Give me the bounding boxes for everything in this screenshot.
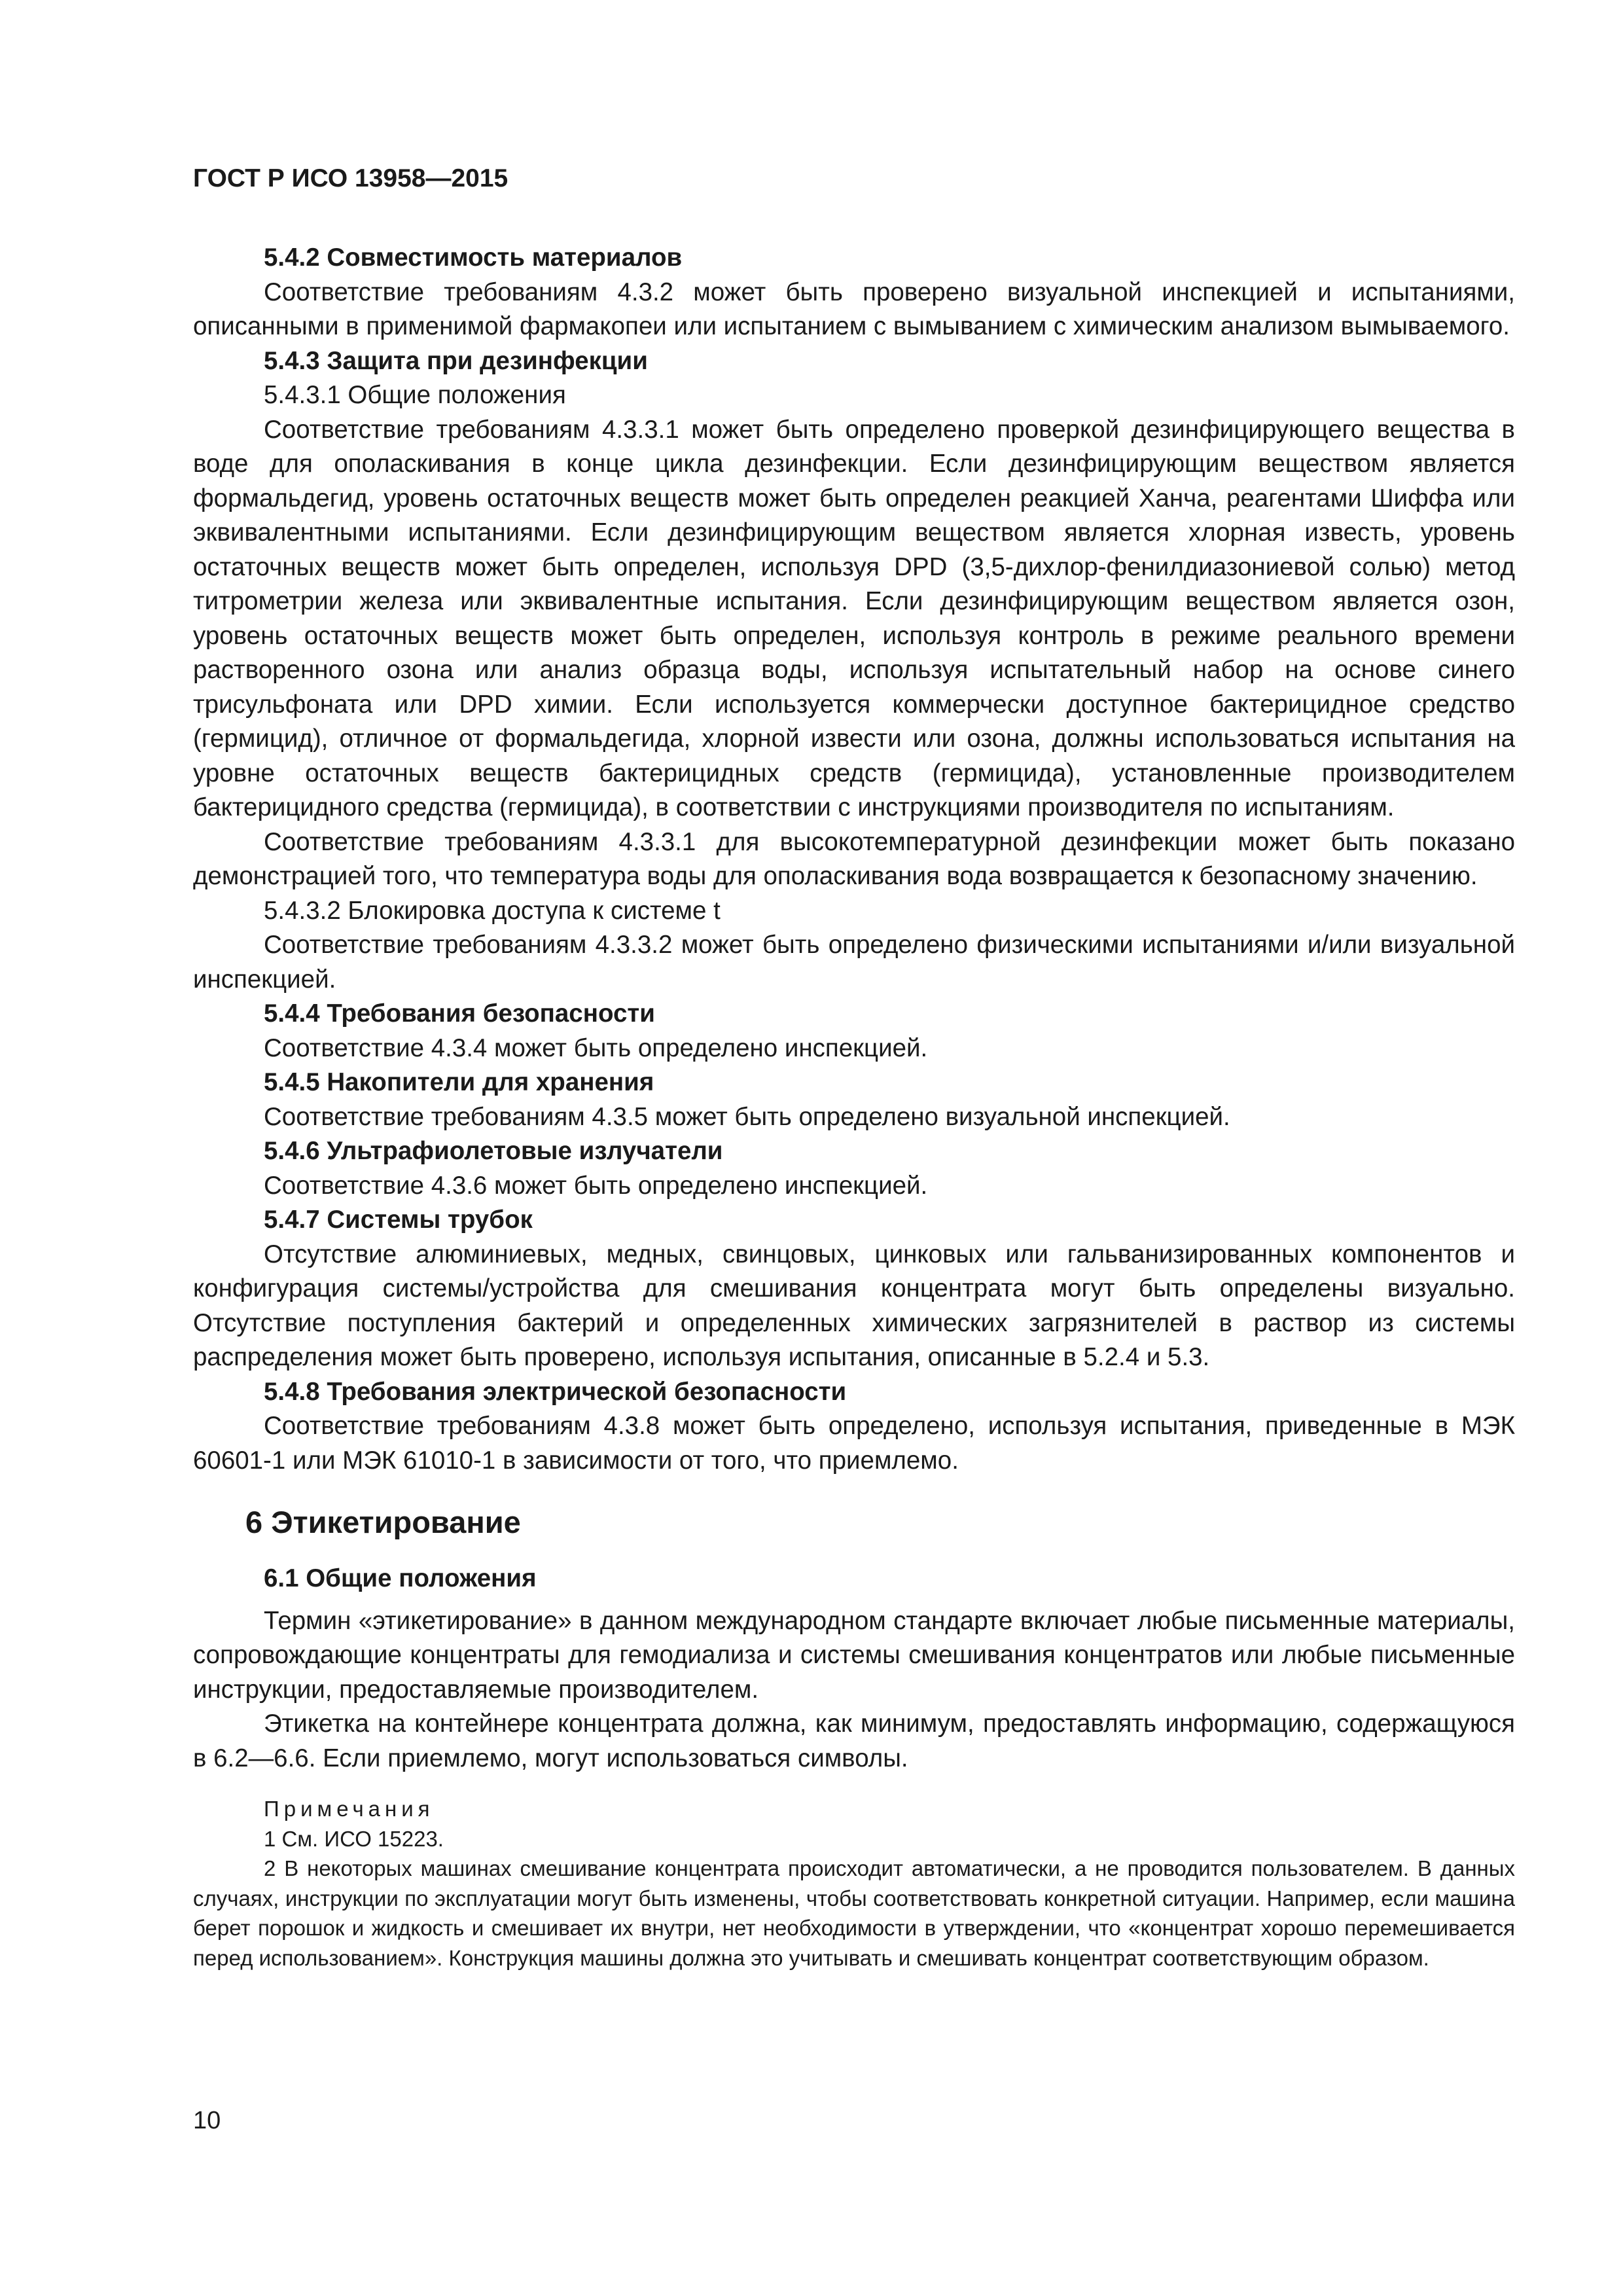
section-5-4-4-text: Соответствие 4.3.4 может быть определено инспекцией.	[264, 1033, 928, 1062]
page-body	[193, 241, 1515, 1973]
notes-block	[193, 1794, 1515, 1973]
running-header: ГОСТ Р ИСО 13958—2015	[193, 164, 508, 192]
section-5-4-3-1-title: 5.4.3.1 Общие положения	[264, 381, 566, 409]
section-5-4-3-title: 5.4.3 Защита при дезинфекции	[264, 346, 648, 375]
section-6-1-title: 6.1 Общие положения	[264, 1564, 537, 1592]
section-5-4-2-title: 5.4.2 Совместимость материалов	[264, 243, 683, 272]
section-5-4-8-title: 5.4.8 Требования электрической безопасности	[264, 1377, 847, 1406]
section-5-4-3-2-text: Соответствие требованиям 4.3.3.2 может быть определено физическими испытаниями и/или визуальной инспекцией.	[193, 931, 1515, 994]
section-5-4-4-title: 5.4.4 Требования безопасности	[264, 999, 655, 1028]
section-5-4-2-text: Соответствие требованиям 4.3.2 может быть проверено визуальной инспекцией и испытаниями, описанными в применимой фармакопеи или испытанием с вымыванием с химическим анализом вымываемого.	[193, 278, 1515, 340]
section-5-4-8-text: Соответствие требованиям 4.3.8 может быть определено, используя испытания, приведенные в МЭК 60601-1 или МЭК 61010-1 в зависимости от того, что приемлемо.	[193, 1412, 1515, 1475]
section-5-4-7-title: 5.4.7 Системы трубок	[264, 1206, 533, 1234]
page-number: 10	[193, 2107, 221, 2134]
section-5-4-3-1-text-2: Соответствие требованиям 4.3.3.1 для высокотемпературной дезинфекции может быть показано демонстрацией того, что температура воды для ополаскивания вода возвращается к безопасному значению.	[193, 827, 1515, 890]
section-5-4-6-text: Соответствие 4.3.6 может быть определено инспекцией.	[264, 1171, 928, 1200]
notes-title: Примечания	[264, 1797, 435, 1821]
section-5-4-5-text: Соответствие требованиям 4.3.5 может быть определено визуальной инспекцией.	[264, 1102, 1230, 1131]
section-5-4-3-1-text: Соответствие требованиям 4.3.3.1 может быть определено проверкой дезинфицирующего вещества в воде для ополаскивания в конце цикла дезинфекции. Если дезинфицирующим веществом является формальдегид, уровень остаточных веществ может быть определен реакцией Ханча, реагентами Шиффа или эквивалентными испытаниями. Если дезинфицирующим веществом является хлорная известь, уровень остаточных веществ может быть определен, используя DPD (3,5-дихлор-фенилдиазониевой солью) метод титрометрии железа или эквивалентные испытания. Если дезинфицирующим веществом является озон, уровень остаточных веществ может быть определен, используя контроль в режиме реального времени растворенного озона или анализ образца воды, используя испытательный набор на основе синего трисульфоната или DPD химии. Если используется коммерчески доступное бактерицидное средство (гермицид), отличное от формальдегида, хлорной извести или озона, должны использоваться испытания на уровне остаточных веществ бактерицидных средств (гермицида), установленные производителем бактерицидного средства (гермицида), в соответствии с инструкциями производителя по испытаниям.	[193, 415, 1515, 821]
section-6-1-text-2: Этикетка на контейнере концентрата должна, как минимум, предоставлять информацию, содержащуюся в 6.2—6.6. Если приемлемо, могут использоваться символы.	[193, 1710, 1515, 1772]
note-item-1: 1 См. ИСО 15223.	[264, 1826, 444, 1851]
section-5-4-3-2-title: 5.4.3.2 Блокировка доступа к системе t	[264, 896, 721, 925]
section-6-heading: 6 Этикетирование	[245, 1505, 521, 1539]
section-5-4-7-text: Отсутствие алюминиевых, медных, свинцовых, цинковых или гальванизированных компонентов и конфигурация системы/устройства для смешивания концентрата могут быть определены визуально. Отсутствие поступления бактерий и определенных химических загрязнителей в раствор из системы распределения может быть проверено, используя испытания, описанные в 5.2.4 и 5.3.	[193, 1240, 1515, 1371]
section-5-4-6-title: 5.4.6 Ультрафиолетовые излучатели	[264, 1137, 723, 1165]
section-6-1-text: Термин «этикетирование» в данном международном стандарте включает любые письменные материалы, сопровождающие концентраты для гемодиализа и системы смешивания концентратов или любые письменные инструкции, предоставляемые производителем.	[193, 1606, 1515, 1704]
note-item-2: 2 В некоторых машинах смешивание концентрата происходит автоматически, а не проводится пользователем. В данных случаях, инструкции по эксплуатации могут быть изменены, чтобы соответствовать конкретной ситуации. Например, если машина берет порошок и жидкость и смешивает их внутри, нет необходимости в утверждении, что «концентрат хорошо перемешивается перед использованием». Конструкция машины должна это учитывать и смешивать концентрат соответствующим образом.	[193, 1856, 1515, 1970]
section-5-4-5-title: 5.4.5 Накопители для хранения	[264, 1068, 654, 1096]
